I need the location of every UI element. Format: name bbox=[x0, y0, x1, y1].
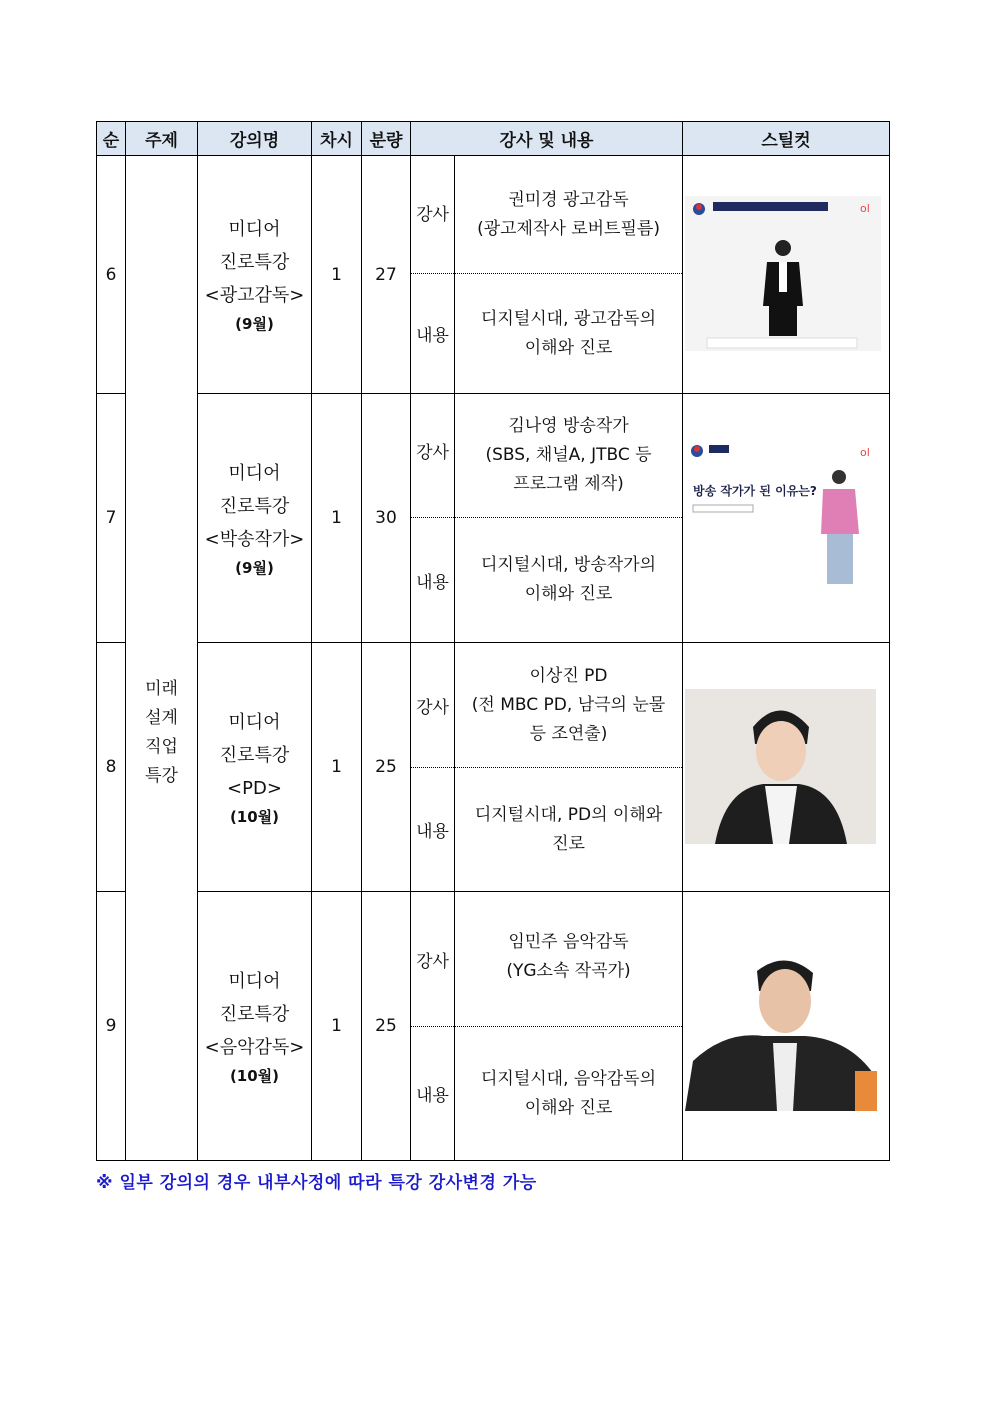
table-row bbox=[97, 892, 890, 1027]
header-row bbox=[97, 122, 890, 156]
title-line: <음악감독> bbox=[204, 1036, 305, 1058]
lecture-title bbox=[198, 643, 312, 892]
lecturer-info bbox=[455, 892, 683, 1027]
table-row bbox=[97, 156, 890, 274]
minutes: 25 bbox=[362, 892, 411, 1161]
lecture-month: (9월) bbox=[235, 315, 274, 333]
topic-line: 특강 bbox=[145, 766, 178, 786]
still-image-pd bbox=[685, 689, 876, 844]
lecture-title bbox=[198, 394, 312, 643]
lecturer-info bbox=[455, 394, 683, 518]
lecturer-detail: 등 조연출) bbox=[529, 723, 608, 744]
content-line: 디지털시대, 음악감독의 bbox=[480, 1068, 657, 1089]
header-sessions: 차시 bbox=[312, 122, 362, 156]
lecture-title bbox=[198, 156, 312, 394]
sessions: 1 bbox=[312, 394, 362, 643]
lecture-month: (10월) bbox=[229, 1066, 280, 1085]
lecturer-detail: (YG소속 작곡가) bbox=[506, 961, 631, 981]
title-line: 미디어 bbox=[228, 219, 281, 240]
footnote: ※ 일부 강의의 경우 내부사정에 따라 특강 강사변경 가능 bbox=[96, 1173, 537, 1193]
lecturer-name: 권미경 광고감독 bbox=[508, 189, 629, 210]
title-line: 진로특강 bbox=[219, 1003, 290, 1025]
row-no: 7 bbox=[97, 394, 126, 643]
sessions: 1 bbox=[312, 643, 362, 892]
content-line: 디지털시대, PD의 이해와 bbox=[474, 804, 663, 825]
header-minutes: 분량 bbox=[362, 122, 411, 156]
still-cut-cell bbox=[683, 394, 890, 643]
content-info bbox=[455, 768, 683, 892]
row-no: 9 bbox=[97, 892, 126, 1161]
content-line: 진로 bbox=[552, 833, 585, 854]
content-line: 디지털시대, 방송작가의 bbox=[480, 555, 657, 575]
lecture-schedule-table bbox=[96, 121, 890, 1161]
topic-cell bbox=[126, 156, 198, 1161]
content-label: 내용 bbox=[411, 1027, 455, 1161]
still-image-ad-director bbox=[685, 196, 881, 351]
still-cut-cell bbox=[683, 156, 890, 394]
still-cut-cell bbox=[683, 643, 890, 892]
minutes: 27 bbox=[362, 156, 411, 394]
title-line: <PD> bbox=[227, 777, 282, 799]
topic-line: 미래 bbox=[145, 679, 178, 699]
lecturer-info bbox=[455, 643, 683, 768]
content-label: 내용 bbox=[411, 768, 455, 892]
lecturer-label: 강사 bbox=[411, 394, 455, 518]
content-line: 이해와 진로 bbox=[524, 1097, 613, 1118]
topic-line: 직업 bbox=[145, 737, 178, 757]
sessions: 1 bbox=[312, 156, 362, 394]
content-line: 이해와 진로 bbox=[524, 337, 613, 358]
table-row bbox=[97, 643, 890, 768]
header-title: 강의명 bbox=[198, 122, 312, 156]
lecturer-label: 강사 bbox=[411, 156, 455, 274]
header-still: 스틸컷 bbox=[683, 122, 890, 156]
lecturer-detail: (전 MBC PD, 남극의 눈물 bbox=[471, 694, 666, 715]
title-line: <박송작가> bbox=[204, 528, 305, 550]
svg-text:방송 작가가 된 이유는?: 방송 작가가 된 이유는? bbox=[693, 484, 817, 498]
lecturer-name: 임민주 음악감독 bbox=[508, 932, 629, 952]
title-line: 미디어 bbox=[228, 711, 281, 733]
sessions: 1 bbox=[312, 892, 362, 1161]
svg-text:ol: ol bbox=[860, 446, 870, 459]
minutes: 30 bbox=[362, 394, 411, 643]
title-line: 진로특강 bbox=[219, 495, 290, 517]
portrait-photo-icon bbox=[685, 951, 877, 1111]
lecturer-detail: 프로그램 제작) bbox=[513, 474, 624, 494]
still-cut-cell bbox=[683, 892, 890, 1161]
content-label: 내용 bbox=[411, 274, 455, 394]
lecturer-name: 이상진 PD bbox=[529, 665, 608, 686]
content-info bbox=[455, 1027, 683, 1161]
title-line: 미디어 bbox=[228, 970, 281, 992]
lecturer-detail: (광고제작사 로버트필름) bbox=[477, 218, 660, 239]
row-no: 6 bbox=[97, 156, 126, 394]
still-image-music-director bbox=[685, 951, 877, 1111]
content-info bbox=[455, 518, 683, 643]
topic-line: 설계 bbox=[145, 708, 178, 728]
header-topic: 주제 bbox=[126, 122, 198, 156]
lecturer-info bbox=[455, 156, 683, 274]
video-still-icon bbox=[685, 439, 881, 589]
title-line: 진로특강 bbox=[219, 744, 290, 766]
lecture-month: (10월) bbox=[229, 807, 280, 826]
portrait-photo-icon bbox=[685, 689, 876, 844]
title-line: 진로특강 bbox=[219, 252, 290, 273]
lecturer-label: 강사 bbox=[411, 643, 455, 768]
video-still-icon bbox=[685, 196, 881, 351]
title-line: <광고감독> bbox=[204, 285, 305, 306]
svg-text:ol: ol bbox=[860, 202, 870, 215]
row-no: 8 bbox=[97, 643, 126, 892]
content-line: 이해와 진로 bbox=[524, 584, 613, 604]
lecturer-name: 김나영 방송작가 bbox=[508, 416, 629, 436]
content-line: 디지털시대, 광고감독의 bbox=[480, 308, 657, 329]
minutes: 25 bbox=[362, 643, 411, 892]
title-line: 미디어 bbox=[228, 462, 281, 484]
lecturer-label: 강사 bbox=[411, 892, 455, 1027]
still-image-writer bbox=[685, 439, 881, 589]
lecturer-detail: (SBS, 채널A, JTBC 등 bbox=[485, 445, 652, 465]
content-label: 내용 bbox=[411, 518, 455, 643]
content-info bbox=[455, 274, 683, 394]
lecture-title bbox=[198, 892, 312, 1161]
header-no: 순 bbox=[97, 122, 126, 156]
table-row bbox=[97, 394, 890, 518]
header-lecturer-content: 강사 및 내용 bbox=[411, 122, 683, 156]
lecture-month: (9월) bbox=[235, 558, 274, 577]
